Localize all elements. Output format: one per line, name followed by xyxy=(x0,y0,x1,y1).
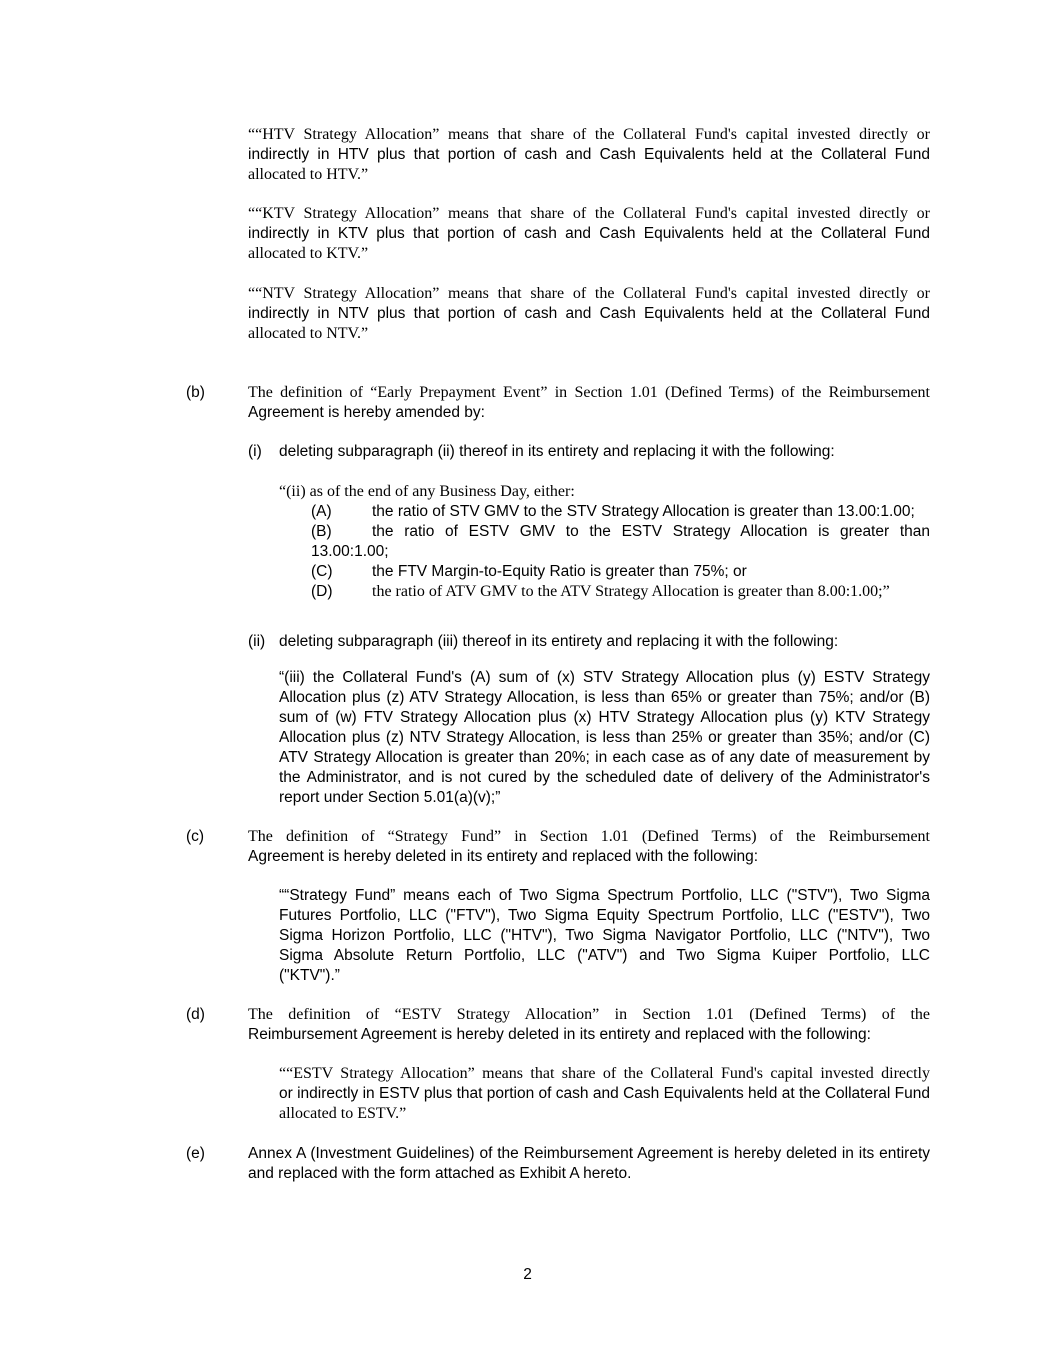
clause-line: sum of (w) FTV Strategy Allocation plus (x) HTV Strategy Allocation plus (y) KTV Strategy xyxy=(279,709,930,726)
paragraph-line: ““KTV Strategy Allocation” means that share of the Collateral Fund's capital invested directly or xyxy=(248,205,930,222)
clause-line: Sigma Horizon Portfolio, LLC ("HTV"), Two Sigma Navigator Portfolio, LLC ("NTV"), Two xyxy=(279,927,930,944)
clause-line: report under Section 5.01(a)(v);” xyxy=(279,789,501,806)
section-label: (d) xyxy=(186,1006,205,1023)
paragraph-line: The definition of “Strategy Fund” in Section 1.01 (Defined Terms) of the Reimbursement xyxy=(248,828,930,845)
clause-line: Sigma Absolute Return Portfolio, LLC ("ATV") and Two Sigma Kuiper Portfolio, LLC xyxy=(279,947,930,964)
paragraph-line: Agreement is hereby amended by: xyxy=(248,404,485,421)
paragraph-line: The definition of “Early Prepayment Event” in Section 1.01 (Defined Terms) of the Reimbursement xyxy=(248,384,930,401)
paragraph-line: and replaced with the form attached as Exhibit A hereto. xyxy=(248,1165,632,1182)
section-label: (c) xyxy=(186,828,205,845)
paragraph-line: The definition of “ESTV Strategy Allocation” in Section 1.01 (Defined Terms) of the xyxy=(248,1006,930,1023)
item-label: (B) xyxy=(311,523,332,540)
paragraph-line: Annex A (Investment Guidelines) of the Reimbursement Agreement is hereby deleted in its entirety xyxy=(248,1145,930,1162)
item-label: (D) xyxy=(311,583,333,600)
clause-line: ATV Strategy Allocation is greater than 20%; in each case as of any date of measurement by xyxy=(279,749,930,766)
clause-line: ("KTV").” xyxy=(279,967,340,984)
section-label: (b) xyxy=(186,384,205,401)
clause-line: allocated to ESTV.” xyxy=(279,1105,407,1122)
subsection-label: (ii) xyxy=(248,633,266,650)
item-text: the FTV Margin-to-Equity Ratio is greater than 75%; or xyxy=(372,563,747,580)
paragraph-line: allocated to HTV.” xyxy=(248,166,369,183)
paragraph-line: ““HTV Strategy Allocation” means that share of the Collateral Fund's capital invested directly or xyxy=(248,126,930,143)
paragraph-line: allocated to KTV.” xyxy=(248,245,369,262)
section-label: (e) xyxy=(186,1145,205,1162)
clause-intro: “(ii) as of the end of any Business Day, either: xyxy=(279,483,575,500)
item-text: 13.00:1.00; xyxy=(311,543,389,560)
page-number: 2 xyxy=(523,1266,532,1283)
item-label: (A) xyxy=(311,503,332,520)
clause-line: “(iii) the Collateral Fund's (A) sum of (x) STV Strategy Allocation plus (y) ESTV Strategy xyxy=(279,669,930,686)
paragraph-line: allocated to NTV.” xyxy=(248,325,369,342)
clause-line: Allocation plus (z) ATV Strategy Allocation, is less than 65% or greater than 75%; and/or (B) xyxy=(279,689,930,706)
item-label: (C) xyxy=(311,563,333,580)
clause-line: ““ESTV Strategy Allocation” means that share of the Collateral Fund's capital invested directly xyxy=(279,1065,930,1082)
item-text: the ratio of STV GMV to the STV Strategy Allocation is greater than 13.00:1.00; xyxy=(372,503,915,520)
item-text: the ratio of ATV GMV to the ATV Strategy Allocation is greater than 8.00:1.00;” xyxy=(372,583,890,600)
paragraph-line: ““NTV Strategy Allocation” means that share of the Collateral Fund's capital invested directly or xyxy=(248,285,930,302)
clause-line: Allocation plus (z) NTV Strategy Allocation, is less than 25% or greater than 35%; and/or (C) xyxy=(279,729,930,746)
paragraph-line: Reimbursement Agreement is hereby deleted in its entirety and replaced with the following: xyxy=(248,1026,871,1043)
subsection-label: (i) xyxy=(248,443,262,460)
paragraph-line: indirectly in KTV plus that portion of cash and Cash Equivalents held at the Collateral Fund xyxy=(248,225,930,242)
paragraph-line: deleting subparagraph (iii) thereof in its entirety and replacing it with the following: xyxy=(279,633,839,650)
paragraph-line: indirectly in HTV plus that portion of cash and Cash Equivalents held at the Collateral Fund xyxy=(248,146,930,163)
clause-line: ““Strategy Fund” means each of Two Sigma Spectrum Portfolio, LLC ("STV"), Two Sigma xyxy=(279,887,930,904)
paragraph-line: Agreement is hereby deleted in its entirety and replaced with the following: xyxy=(248,848,759,865)
paragraph-line: deleting subparagraph (ii) thereof in its entirety and replacing it with the following: xyxy=(279,443,835,460)
item-text: the ratio of ESTV GMV to the ESTV Strategy Allocation is greater than xyxy=(372,523,930,540)
clause-line: Futures Portfolio, LLC ("FTV"), Two Sigma Equity Spectrum Portfolio, LLC ("ESTV"), Two xyxy=(279,907,930,924)
paragraph-line: indirectly in NTV plus that portion of cash and Cash Equivalents held at the Collateral Fund xyxy=(248,305,930,322)
clause-line: the Administrator, and is not cured by the scheduled date of delivery of the Administrator's xyxy=(279,769,930,786)
clause-line: or indirectly in ESTV plus that portion of cash and Cash Equivalents held at the Collateral Fund xyxy=(279,1085,930,1102)
